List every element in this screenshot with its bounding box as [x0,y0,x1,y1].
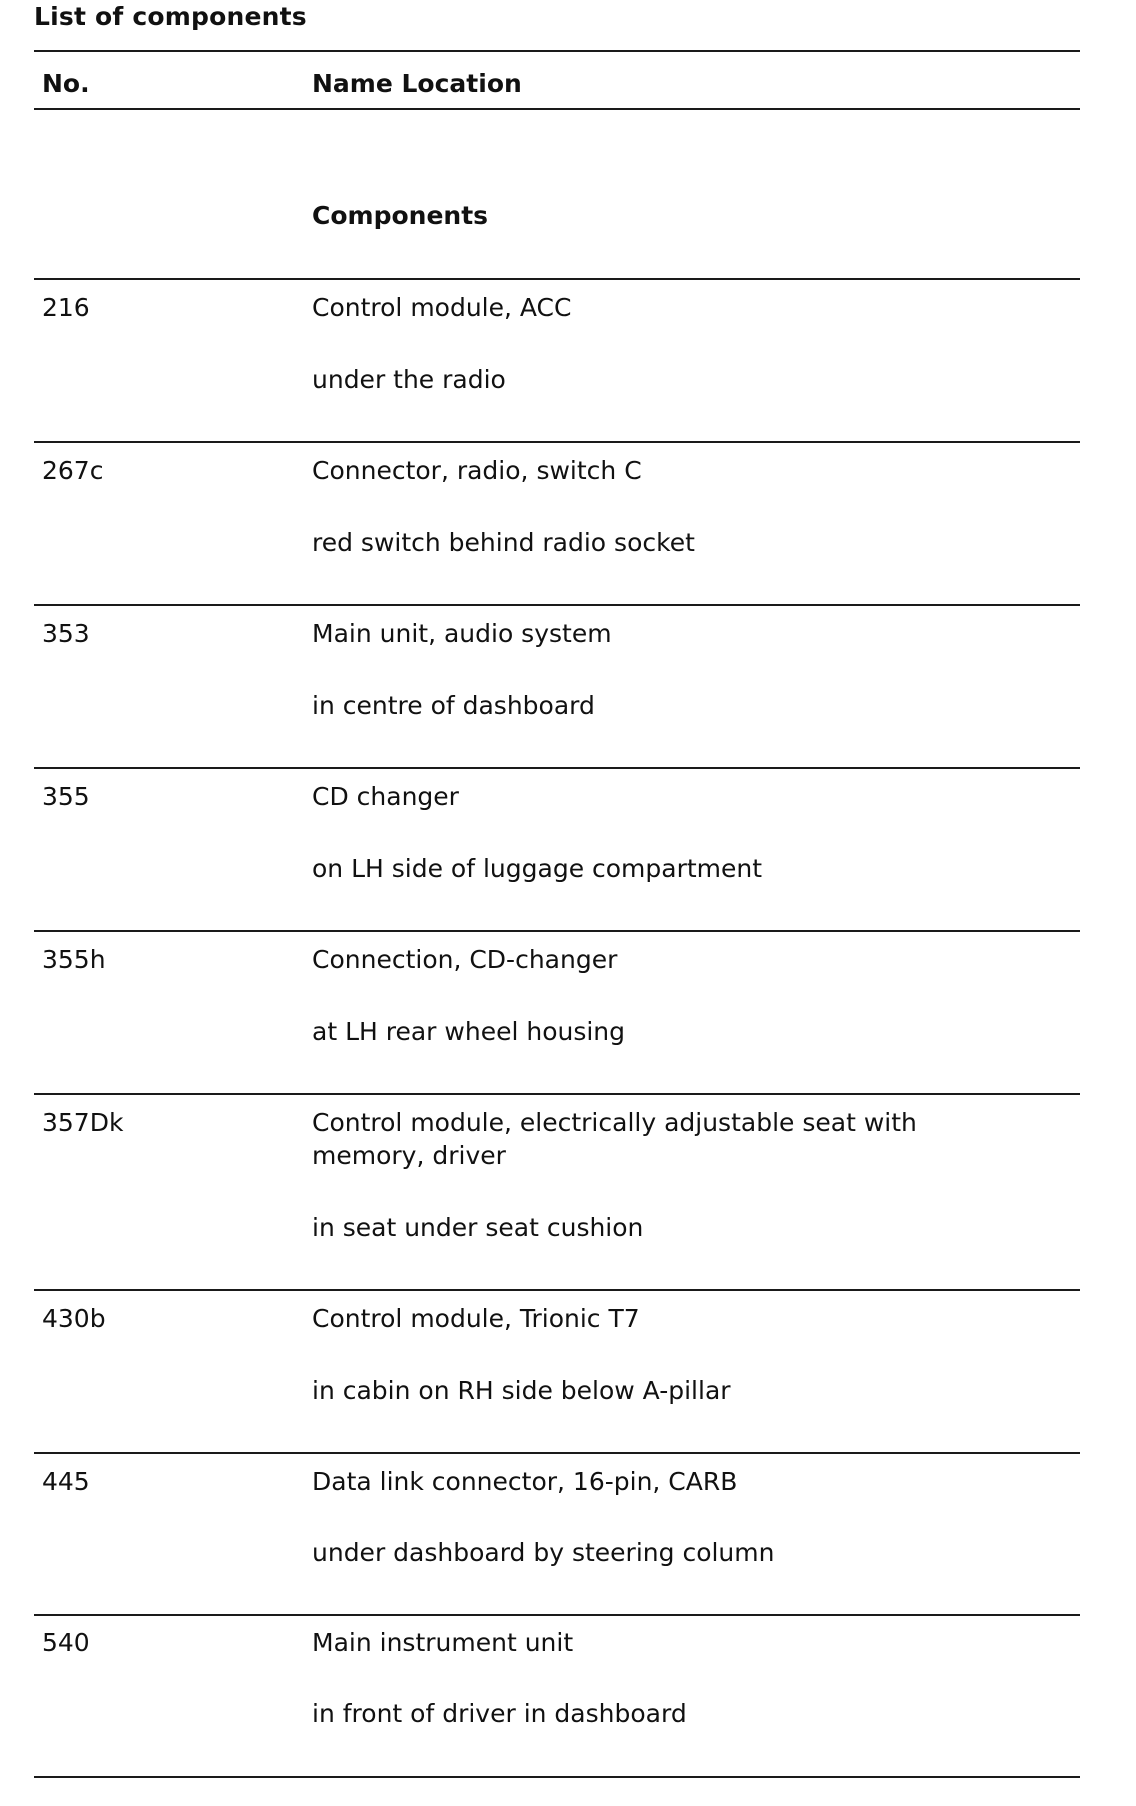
header-top-rule [34,50,1080,52]
row-divider [34,1452,1080,1454]
component-location: red switch behind radio socket [312,528,695,557]
component-number: 216 [42,293,90,322]
component-number: 355h [42,945,106,974]
column-header-no: No. [42,69,90,98]
component-number: 357Dk [42,1108,124,1137]
header-bottom-rule [34,108,1080,110]
row-divider [34,1614,1080,1616]
row-divider [34,1093,1080,1095]
table-bottom-rule [34,1776,1080,1778]
component-name: Control module, electrically adjustable seat with memory, driver [312,1108,917,1170]
component-number: 540 [42,1628,90,1657]
component-location: under dashboard by steering column [312,1538,775,1567]
component-number: 445 [42,1467,90,1496]
component-number: 353 [42,619,90,648]
component-number: 355 [42,782,90,811]
component-location: at LH rear wheel housing [312,1017,626,1046]
component-name: Control module, ACC [312,293,572,322]
component-location: in cabin on RH side below A-pillar [312,1376,731,1405]
component-name: Connection, CD-changer [312,945,618,974]
document-title: List of components [34,2,307,31]
row-divider [34,441,1080,443]
column-header-name-location: Name Location [312,69,522,98]
section-rule [34,278,1080,280]
component-name: CD changer [312,782,459,811]
component-name: Connector, radio, switch C [312,456,642,485]
component-name: Control module, Trionic T7 [312,1304,640,1333]
row-divider [34,767,1080,769]
row-divider [34,604,1080,606]
component-location: on LH side of luggage compartment [312,854,763,883]
component-name: Main instrument unit [312,1628,574,1657]
component-location: in front of driver in dashboard [312,1699,687,1728]
row-divider [34,1289,1080,1291]
component-name: Data link connector, 16-pin, CARB [312,1467,738,1496]
component-location: under the radio [312,365,506,394]
component-name: Main unit, audio system [312,619,612,648]
component-number: 430b [42,1304,106,1333]
section-heading: Components [312,201,489,230]
component-location: in seat under seat cushion [312,1213,644,1242]
component-number: 267c [42,456,104,485]
component-location: in centre of dashboard [312,691,595,720]
row-divider [34,930,1080,932]
